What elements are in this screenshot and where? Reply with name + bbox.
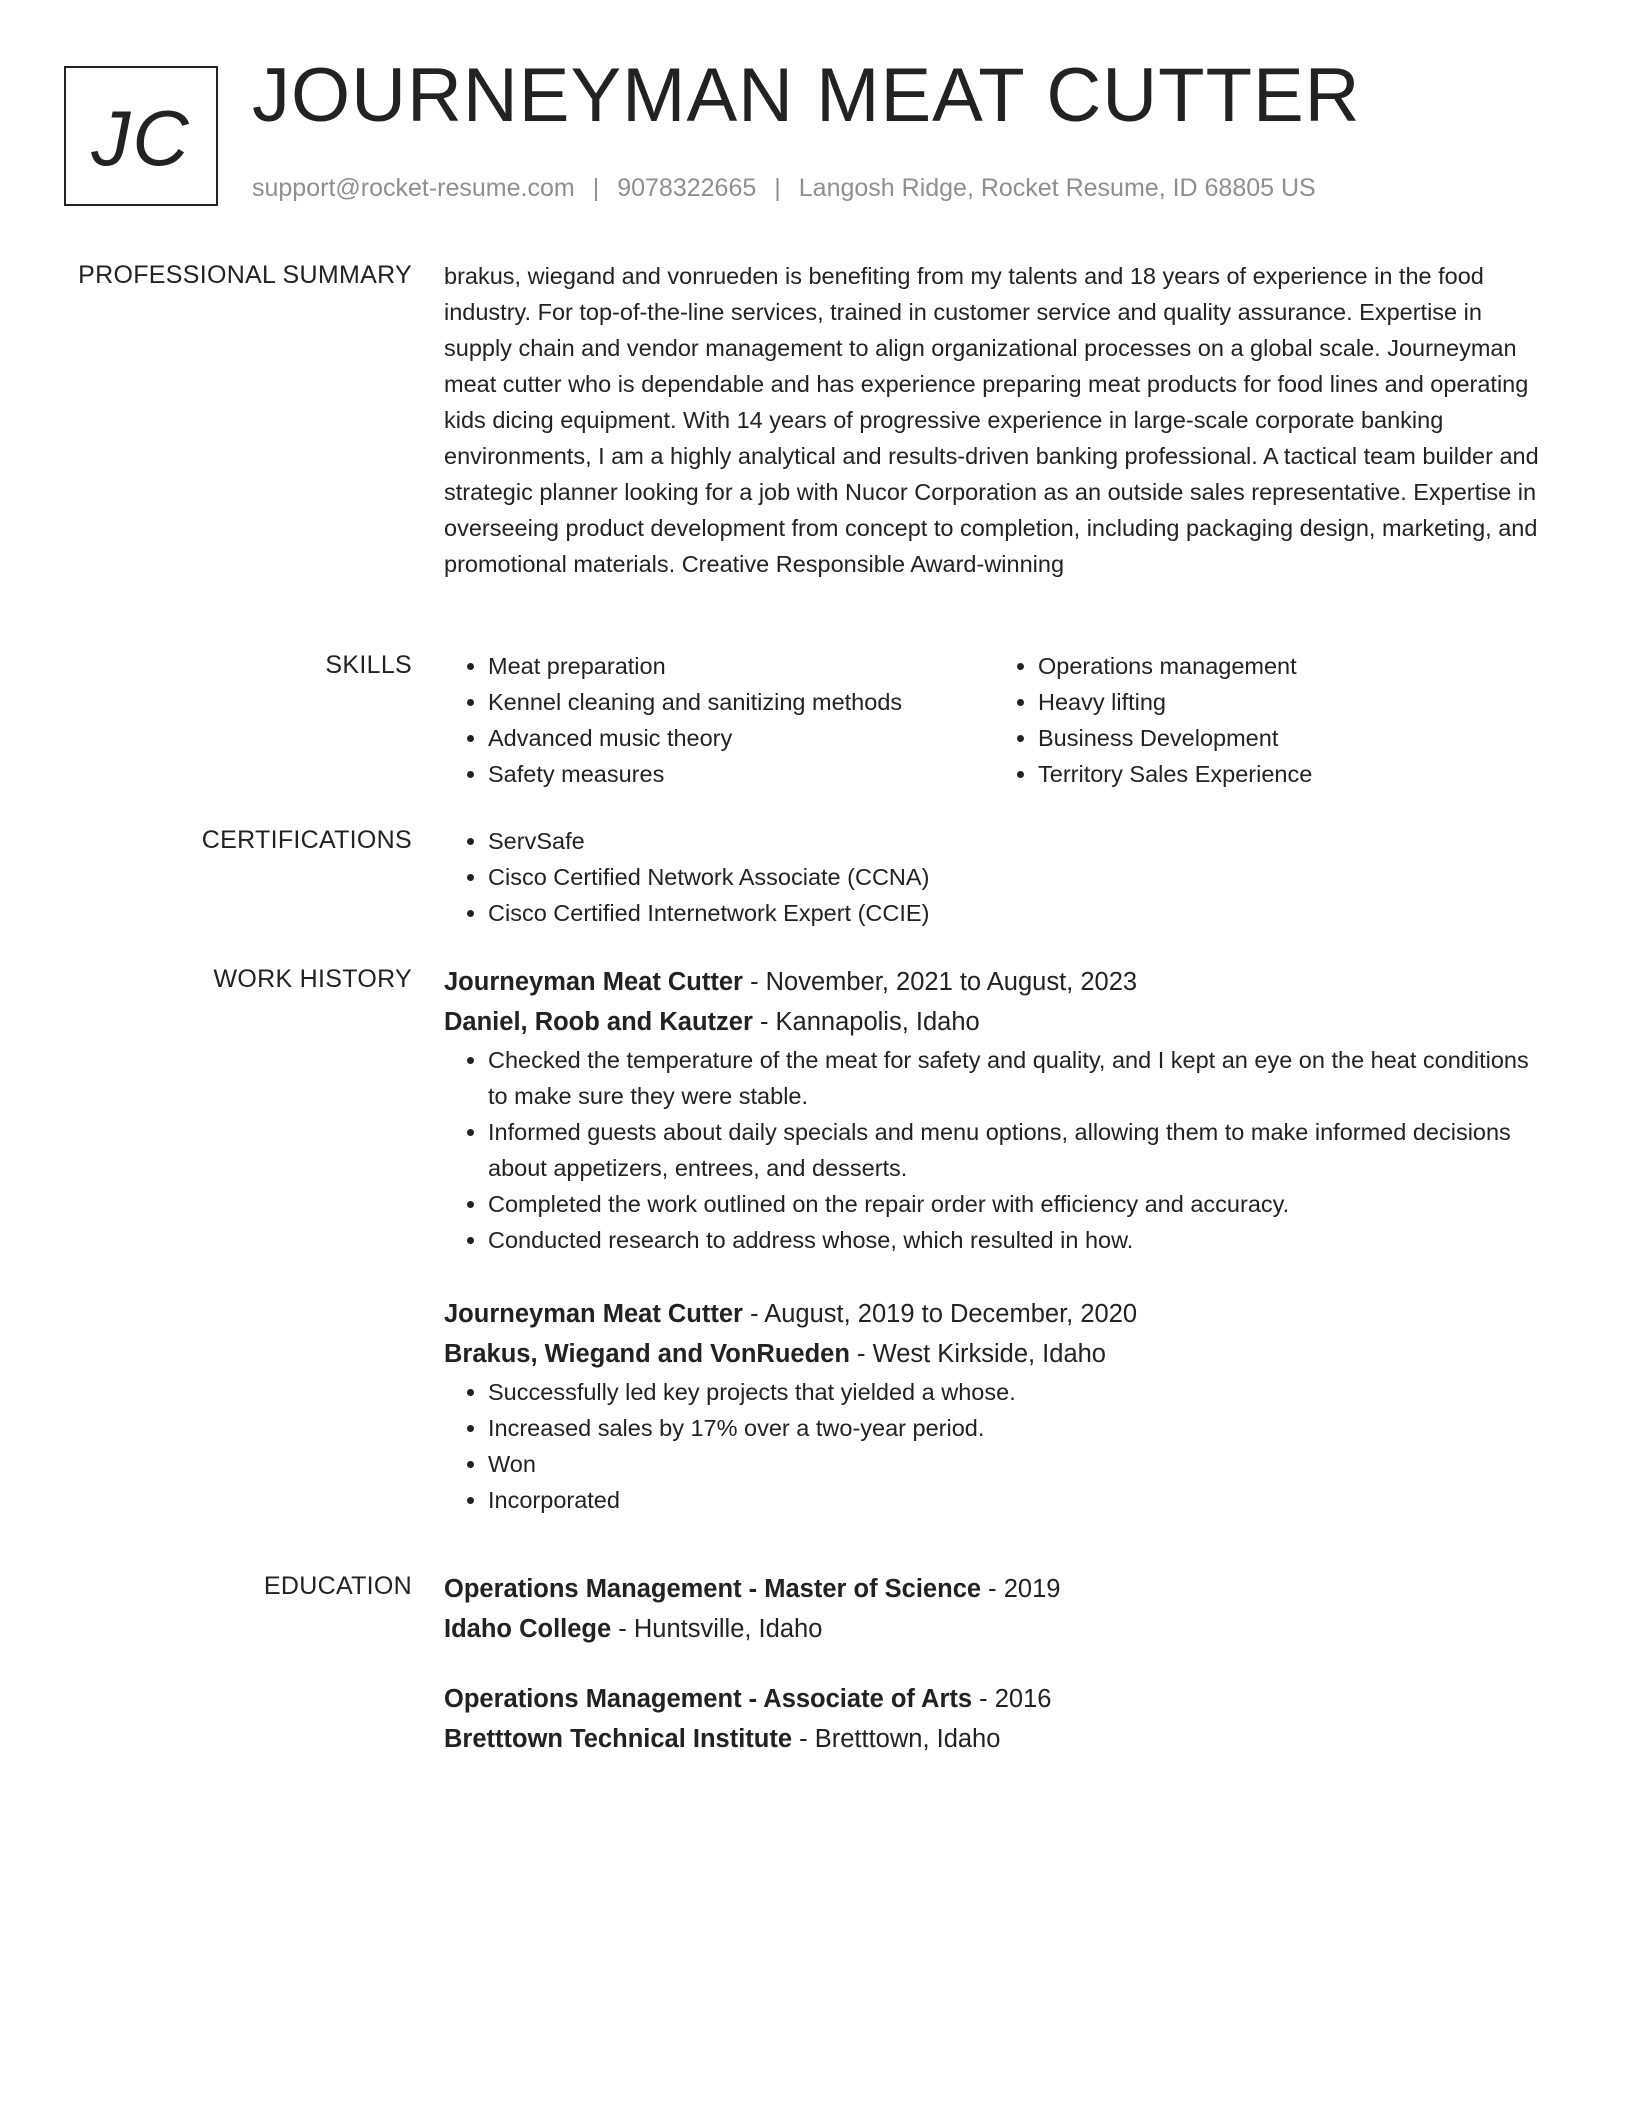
contact-separator: | (592, 174, 600, 202)
contact-separator: | (774, 174, 781, 202)
skills-body (444, 648, 1544, 792)
education-degree: Operations Management - Master of Science (444, 1575, 982, 1603)
work-history-body (444, 962, 1544, 1554)
education-degree-line (444, 1679, 1544, 1719)
skill-item: • Meat preparation (488, 648, 994, 684)
certifications-list (444, 823, 1544, 931)
job-role-line (444, 1294, 1544, 1334)
skill-item: • Advanced music theory (488, 720, 994, 756)
skill-item: • Operations management (1038, 648, 1544, 684)
education-body (444, 1569, 1544, 1789)
section-title-work-history: WORK HISTORY (213, 965, 412, 993)
skills-right-list (994, 648, 1544, 792)
contact-phone[interactable]: 9078322665 (617, 174, 757, 202)
job-location: - Kannapolis, Idaho (752, 1008, 980, 1036)
contact-address: Langosh Ridge, Rocket Resume, ID 68805 US (798, 174, 1316, 202)
job-entry (444, 962, 1544, 1258)
job-location: - West Kirkside, Idaho (849, 1340, 1106, 1368)
education-school: Idaho College (444, 1615, 612, 1643)
education-school-line (444, 1609, 1544, 1649)
job-bullets (444, 1374, 1544, 1518)
contact-email[interactable]: support@rocket-resume.com (252, 174, 575, 202)
education-year: - 2016 (972, 1685, 1052, 1713)
section-title-certifications: CERTIFICATIONS (201, 826, 412, 854)
skill-item: • Business Development (1038, 720, 1544, 756)
education-degree-line (444, 1569, 1544, 1609)
resume-title: JOURNEYMAN MEAT CUTTER (252, 53, 1361, 138)
certifications-body (444, 823, 1544, 931)
contact-line (252, 176, 1316, 201)
job-bullet: • Successfully led key projects that yielded a whose. (488, 1374, 1544, 1410)
skills-left-list (444, 648, 994, 792)
monogram-initials: JC (91, 94, 191, 182)
skill-item: • Heavy lifting (1038, 684, 1544, 720)
job-company: Brakus, Wiegand and VonRueden (444, 1340, 850, 1368)
summary-text: brakus, wiegand and vonrueden is benefiting from my talents and 18 years of experience in the food industry. For top-of-the-line services, trained in customer service and quality assurance. Expertise in supply chain and vendor management to align organizational processes on a global scale. Journeyman meat cutter who is dependable and has experience preparing meat products for food lines and operating kids dicing equipment. With 14 years of progressive experience in large-scale corporate banking environments, I am a highly analytical and results-driven banking professional. A tactical team builder and strategic planner looking for a job with Nucor Corporation as an outside sales representative. Expertise in overseeing product development from concept to completion, including packaging design, marketing, and promotional materials. Creative Responsible Award-winning (444, 263, 1539, 577)
job-dates: - November, 2021 to August, 2023 (742, 968, 1138, 996)
certification-item: • Cisco Certified Network Associate (CCNA) (488, 859, 1544, 895)
section-title-skills: SKILLS (325, 651, 412, 679)
job-company: Daniel, Roob and Kautzer (444, 1008, 753, 1036)
job-bullet: • Won (488, 1446, 1544, 1482)
certification-item: • ServSafe (488, 823, 1544, 859)
education-degree: Operations Management - Associate of Arts (444, 1685, 973, 1713)
job-bullet: • Incorporated (488, 1482, 1544, 1518)
job-role: Journeyman Meat Cutter (444, 968, 743, 996)
job-bullets (444, 1042, 1544, 1258)
section-title-summary: PROFESSIONAL SUMMARY (78, 261, 412, 289)
job-entry (444, 1294, 1544, 1518)
section-title-education: EDUCATION (263, 1572, 412, 1600)
job-bullet: • Completed the work outlined on the repair order with efficiency and accuracy. (488, 1186, 1544, 1222)
education-year: - 2019 (981, 1575, 1061, 1603)
skill-item: • Kennel cleaning and sanitizing methods (488, 684, 994, 720)
education-location: - Huntsville, Idaho (611, 1615, 823, 1643)
job-bullet: • Checked the temperature of the meat for safety and quality, and I kept an eye on the heat conditions to make sure they were stable. (488, 1042, 1544, 1114)
job-bullet: • Conducted research to address whose, which resulted in how. (488, 1222, 1544, 1258)
skill-item: • Territory Sales Experience (1038, 756, 1544, 792)
education-entry (444, 1569, 1544, 1649)
summary-body (444, 258, 1544, 582)
job-bullet: • Informed guests about daily specials and menu options, allowing them to make informed decisions about appetizers, entrees, and desserts. (488, 1114, 1544, 1186)
job-dates: - August, 2019 to December, 2020 (742, 1300, 1138, 1328)
job-role-line (444, 962, 1544, 1002)
education-school: Bretttown Technical Institute (444, 1725, 793, 1753)
education-location: - Bretttown, Idaho (792, 1725, 1001, 1753)
job-role: Journeyman Meat Cutter (444, 1300, 743, 1328)
monogram-box (64, 66, 218, 206)
job-company-line (444, 1002, 1544, 1042)
job-bullet: • Increased sales by 17% over a two-year period. (488, 1410, 1544, 1446)
education-entry (444, 1679, 1544, 1759)
skill-item: • Safety measures (488, 756, 994, 792)
certification-item: • Cisco Certified Internetwork Expert (CCIE) (488, 895, 1544, 931)
education-school-line (444, 1719, 1544, 1759)
job-company-line (444, 1334, 1544, 1374)
